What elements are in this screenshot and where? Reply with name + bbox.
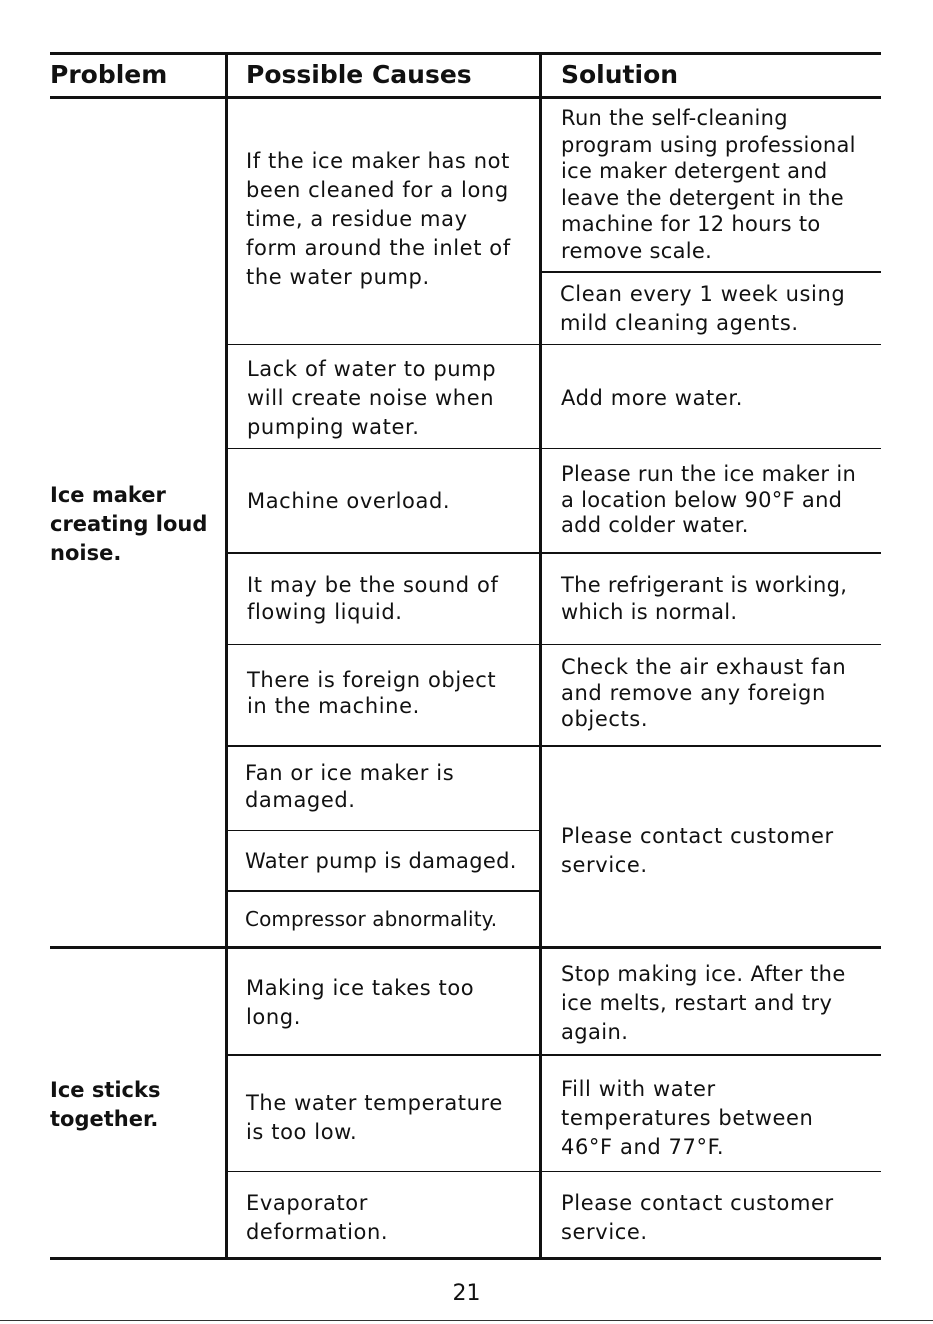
cause-cell: There is foreign object in the machine. xyxy=(247,668,497,718)
page-number: 21 xyxy=(452,1281,481,1306)
page-edge xyxy=(0,1320,933,1321)
solution-cell: Clean every 1 week using mild cleaning agents. xyxy=(560,282,846,335)
solution-cell: Please contact customer service. xyxy=(561,1191,834,1244)
row-rule xyxy=(227,890,541,892)
cause-cell: Making ice takes too long. xyxy=(246,976,475,1029)
column-divider-2 xyxy=(539,52,542,1260)
problem-ice-sticks: Ice sticks together. xyxy=(50,1078,161,1131)
row-rule xyxy=(227,448,881,449)
problem-loud-noise: Ice maker creating loud noise. xyxy=(50,483,208,565)
column-divider-1 xyxy=(225,52,228,1260)
header-possible-causes: Possible Causes xyxy=(246,60,472,89)
cause-cell: It may be the sound of flowing liquid. xyxy=(247,573,499,624)
header-bottom-rule xyxy=(50,96,881,99)
solution-cell: Stop making ice. After the ice melts, restart and try again. xyxy=(561,962,846,1044)
solution-cell: Check the air exhaust fan and remove any foreign objects. xyxy=(561,655,847,731)
cause-cell: Machine overload. xyxy=(247,489,451,513)
header-problem: Problem xyxy=(50,60,168,89)
row-rule xyxy=(227,1054,881,1056)
row-rule xyxy=(227,644,881,645)
solution-cell: The refrigerant is working, which is normal. xyxy=(561,573,848,624)
cause-cell: Water pump is damaged. xyxy=(245,849,517,873)
cause-cell: Lack of water to pump will create noise when pumping water. xyxy=(247,357,497,439)
table-top-rule xyxy=(50,52,881,55)
solution-cell: Fill with water temperatures between 46°F and 77°F. xyxy=(561,1077,814,1159)
cause-cell: Compressor abnormality. xyxy=(245,907,498,931)
row-rule xyxy=(227,1171,881,1172)
header-solution: Solution xyxy=(561,60,679,89)
solution-cell: Add more water. xyxy=(561,386,743,410)
cause-cell: If the ice maker has not been cleaned for a long time, a residue may form around the inlet of the water pump. xyxy=(246,149,511,289)
row-rule xyxy=(227,830,541,831)
row-rule xyxy=(227,344,881,345)
solution-cell: Please run the ice maker in a location below 90°F and add colder water. xyxy=(561,462,857,537)
row-rule xyxy=(227,552,881,554)
table-bottom-rule xyxy=(50,1257,881,1260)
group-rule xyxy=(50,946,881,949)
cause-cell: Fan or ice maker is damaged. xyxy=(245,761,455,812)
solution-cell: Run the self-cleaning program using professional ice maker detergent and leave the detergent in the machine for 12 hours to remove scale. xyxy=(561,106,856,263)
row-rule xyxy=(227,745,881,747)
cause-cell: Evaporator deformation. xyxy=(246,1191,389,1244)
cause-cell: The water temperature is too low. xyxy=(246,1091,503,1144)
solution-cell: Please contact customer service. xyxy=(561,824,834,877)
row-rule xyxy=(541,271,881,273)
